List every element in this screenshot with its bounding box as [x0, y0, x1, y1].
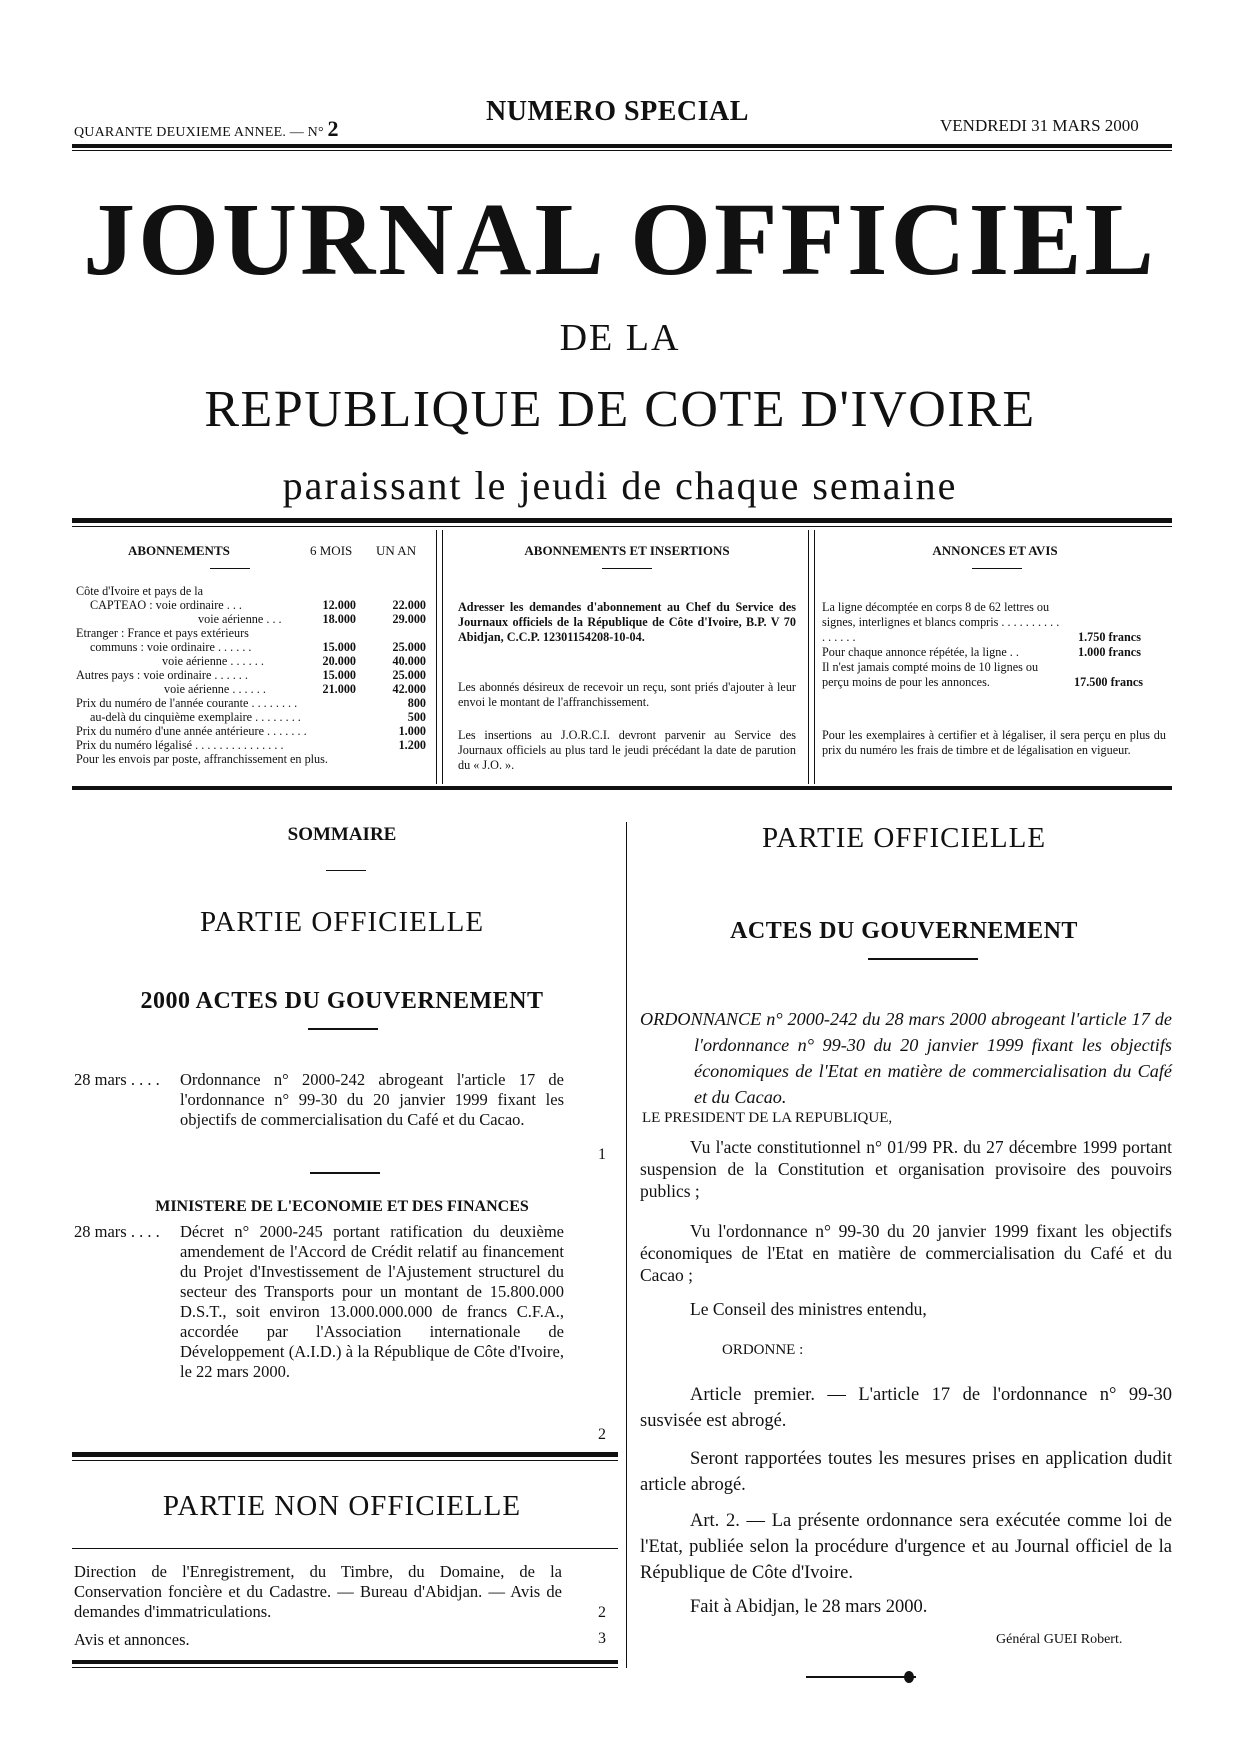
- sommaire-ministere-heading: MINISTERE DE L'ECONOMIE ET DES FINANCES: [155, 1198, 529, 1215]
- annonces-minimum-price: 17.500 francs: [1074, 675, 1144, 689]
- issue-line: [74, 116, 339, 142]
- partie-officielle-heading: PARTIE OFFICIELLE: [761, 822, 1047, 854]
- row-label: Prix du numéro légalisé . . . . . . . . . . . . . . .: [76, 738, 284, 752]
- vu-acte-constitutionnel: Vu l'acte constitutionnel n° 01/99 PR. du 27 décembre 1999 portant suspension de la Constitution et organisation provisoire des pouvoirs publics ;: [640, 1137, 1172, 1201]
- row-label: CAPTEAO : voie ordinaire . . .: [90, 598, 242, 612]
- row-value-unan: 40.000: [392, 654, 426, 668]
- row-value-6mois: 21.000: [322, 682, 356, 696]
- row-label: Prix du numéro d'une année antérieure . . . . . . .: [76, 724, 307, 738]
- row-label: Pour les envois par poste, affranchissement en plus.: [76, 752, 328, 766]
- issue-date: VENDREDI 31 MARS 2000: [940, 116, 1139, 135]
- actes-underline: [868, 958, 978, 960]
- left-bottom-rule: [72, 1660, 618, 1664]
- row-value-6mois: 12.000: [322, 598, 356, 612]
- sommaire-heading: SOMMAIRE: [287, 824, 397, 845]
- annonces-repeat-price: 1.000 francs: [1078, 645, 1141, 659]
- insertions-address: Adresser les demandes d'abonnement au Chef du Service des Journaux officiels de la République de Côte d'Ivoire, B.P. V 70 Abidjan, C.C.P. 12301154208-10-04.: [458, 600, 796, 644]
- journal-subtitle-republic: REPUBLIQUE DE COTE D'IVOIRE: [204, 381, 1036, 438]
- actes-gouvernement-heading: ACTES DU GOUVERNEMENT: [730, 918, 1078, 944]
- row-value-unan: 500: [407, 710, 426, 724]
- sommaire-actes-underline: [308, 1028, 378, 1030]
- journal-title: JOURNAL OFFICIEL: [83, 182, 1157, 297]
- row-label: Autres pays : voie ordinaire . . . . . .: [76, 668, 248, 682]
- top-rule: [72, 144, 1172, 148]
- subscriptions-underline: [210, 568, 250, 569]
- sommaire-actes-heading: 2000 ACTES DU GOUVERNEMENT: [140, 988, 544, 1014]
- top-rule-thin: [72, 150, 1172, 151]
- annonces-repeat-text: Pour chaque annonce répétée, la ligne . .: [822, 645, 1019, 659]
- sommaire-entry-1-date: 28 mars . . . .: [74, 1070, 160, 1089]
- box-divider: [436, 530, 437, 784]
- vu-ordonnance: Vu l'ordonnance n° 99-30 du 20 janvier 1999 fixant les objectifs économiques de l'Etat en matière de commercialisation du Café et du Cacao ;: [640, 1221, 1172, 1285]
- row-value-6mois: 15.000: [322, 640, 356, 654]
- end-rule: [806, 1676, 916, 1678]
- insertions-deadline-note: Les insertions au J.O.R.C.I. devront parvenir au Service des Journaux officiels au plus tard le jeudi précédant la date de parution du « J.O. ».: [458, 728, 796, 772]
- annonces-minimum-text: Il n'est jamais compté moins de 10 lignes ou perçu moins de pour les annonces.: [822, 660, 1039, 689]
- end-ornament-icon: [904, 1671, 914, 1683]
- sommaire-entry-2-page: 2: [598, 1426, 606, 1443]
- sommaire-entry-2-date: 28 mars . . . .: [74, 1222, 160, 1241]
- row-label: Etranger : France et pays extérieurs: [76, 626, 249, 640]
- row-value-unan: 1.200: [398, 738, 426, 752]
- row-label: communs : voie ordinaire . . . . . .: [90, 640, 252, 654]
- row-value-6mois: 18.000: [322, 612, 356, 626]
- row-value-unan: 25.000: [392, 668, 426, 682]
- insertions-receipt-note: Les abonnés désireux de recevoir un reçu, sont priés d'ajouter à leur envoi le montant de l'affranchissement.: [458, 680, 796, 709]
- sommaire-entry-4-text: Avis et annonces.: [74, 1630, 190, 1649]
- sommaire-entry-1-text: Ordonnance n° 2000-242 abrogeant l'article 17 de l'ordonnance n° 99-30 du 20 janvier 1999 fixant les objectifs de commercialisation du Café et du Cacao.: [180, 1070, 564, 1129]
- subscriptions-col-unan: UN AN: [376, 543, 417, 558]
- issue-number: 2: [327, 116, 339, 141]
- sommaire-partie-officielle: PARTIE OFFICIELLE: [199, 906, 485, 938]
- row-value-unan: 1.000: [398, 724, 426, 738]
- president-line: LE PRESIDENT DE LA REPUBLIQUE,: [642, 1110, 893, 1126]
- subscriptions-heading: ABONNEMENTS: [128, 543, 230, 558]
- non-officielle-top-rule: [72, 1452, 618, 1457]
- fait-a-abidjan: Fait à Abidjan, le 28 mars 2000.: [690, 1597, 928, 1617]
- signature: Général GUEI Robert.: [996, 1632, 1123, 1647]
- insertions-underline: [602, 568, 652, 569]
- row-label: Côte d'Ivoire et pays de la: [76, 584, 204, 598]
- row-value-unan: 22.000: [392, 598, 426, 612]
- sommaire-entry-1-page: 1: [598, 1146, 606, 1163]
- row-value-6mois: 20.000: [322, 654, 356, 668]
- row-label: voie aérienne . . . . . .: [164, 682, 266, 696]
- row-value-unan: 800: [407, 696, 426, 710]
- row-label: Prix du numéro de l'année courante . . . . . . . .: [76, 696, 298, 710]
- box-top-rule-thin: [72, 526, 1172, 527]
- insertions-heading: ABONNEMENTS ET INSERTIONS: [524, 543, 730, 558]
- sommaire-underline: [326, 870, 366, 871]
- annonces-heading: ANNONCES ET AVIS: [932, 543, 1058, 558]
- box-divider: [814, 530, 815, 784]
- annonces-certification-note: Pour les exemplaires à certifier et à légaliser, il sera perçu en plus du prix du numéro les frais de timbre et de légalisation en vigueur.: [822, 728, 1166, 757]
- row-value-unan: 29.000: [392, 612, 426, 626]
- article-2: Art. 2. — La présente ordonnance sera exécutée comme loi de l'Etat, publiée selon la procédure d'urgence et au Journal officiel de la République de Côte d'Ivoire.: [640, 1511, 1172, 1583]
- conseil-ministres: Le Conseil des ministres entendu,: [690, 1299, 927, 1319]
- sommaire-entry-3-page: 2: [598, 1604, 606, 1621]
- sommaire-entry-separator: [310, 1172, 380, 1174]
- subscriptions-col-6mois: 6 MOIS: [310, 543, 353, 558]
- left-bottom-rule-thin: [72, 1667, 618, 1668]
- non-officielle-top-rule-thin: [72, 1460, 618, 1461]
- special-edition-label: NUMERO SPECIAL: [486, 96, 749, 127]
- annonces-line-price: 1.750 francs: [1078, 630, 1141, 644]
- annonces-line-price-text: La ligne décomptée en corps 8 de 62 lettres ou signes, interlignes et blancs compris . . . . . . . . . . . . . . . .: [822, 600, 1060, 644]
- box-bottom-rule: [72, 786, 1172, 790]
- seront-rapportees: Seront rapportées toutes les mesures prises en application dudit article abrogé.: [640, 1449, 1172, 1495]
- row-value-6mois: 15.000: [322, 668, 356, 682]
- ordonnance-title: ORDONNANCE n° 2000-242 du 28 mars 2000 abrogeant l'article 17 de l'ordonnance n° 99-30 du 20 janvier 1999 fixant les objectifs économiques de l'Etat en matière de commercialisation du Café et du Cacao.: [640, 1009, 1172, 1107]
- sommaire-entry-4-page: 3: [598, 1630, 606, 1647]
- row-value-unan: 25.000: [392, 640, 426, 654]
- sommaire-entry-3-text: Direction de l'Enregistrement, du Timbre, du Domaine, de la Conservation foncière et du Cadastre. — Bureau d'Abidjan. — Avis de demandes d'immatriculations.: [74, 1562, 562, 1621]
- row-label: au-delà du cinquième exemplaire . . . . . . . .: [90, 710, 301, 724]
- row-value-unan: 42.000: [392, 682, 426, 696]
- box-divider: [442, 530, 443, 784]
- journal-subtitle-de-la: DE LA: [559, 317, 681, 359]
- partie-non-officielle-heading: PARTIE NON OFFICIELLE: [162, 1490, 522, 1522]
- non-officielle-rule: [72, 1548, 618, 1549]
- publication-frequency: paraissant le jeudi de chaque semaine: [282, 463, 958, 508]
- article-premier: Article premier. — L'article 17 de l'ordonnance n° 99-30 susvisée est abrogé.: [640, 1385, 1172, 1431]
- ordonne-line: ORDONNE :: [722, 1342, 804, 1358]
- sommaire-entry-2-text: Décret n° 2000-245 portant ratification du deuxième amendement de l'Accord de Crédit relatif au financement du Projet d'Investissement de l'Ajustement structurel du secteur des Transports pour un montant de 15.800.000 D.S.T., soit environ 13.000.000.000 de francs C.F.A., accordée par l'Association internationale de Développement (A.I.D.) à la République de Côte d'Ivoire, le 22 mars 2000.: [180, 1222, 564, 1381]
- annonces-underline: [972, 568, 1022, 569]
- box-top-rule: [72, 518, 1172, 523]
- column-divider: [626, 822, 627, 1668]
- row-label: voie aérienne . . .: [198, 612, 282, 626]
- issue-text: QUARANTE DEUXIEME ANNEE. — N°: [74, 125, 324, 140]
- row-label: voie aérienne . . . . . .: [162, 654, 264, 668]
- box-divider: [808, 530, 809, 784]
